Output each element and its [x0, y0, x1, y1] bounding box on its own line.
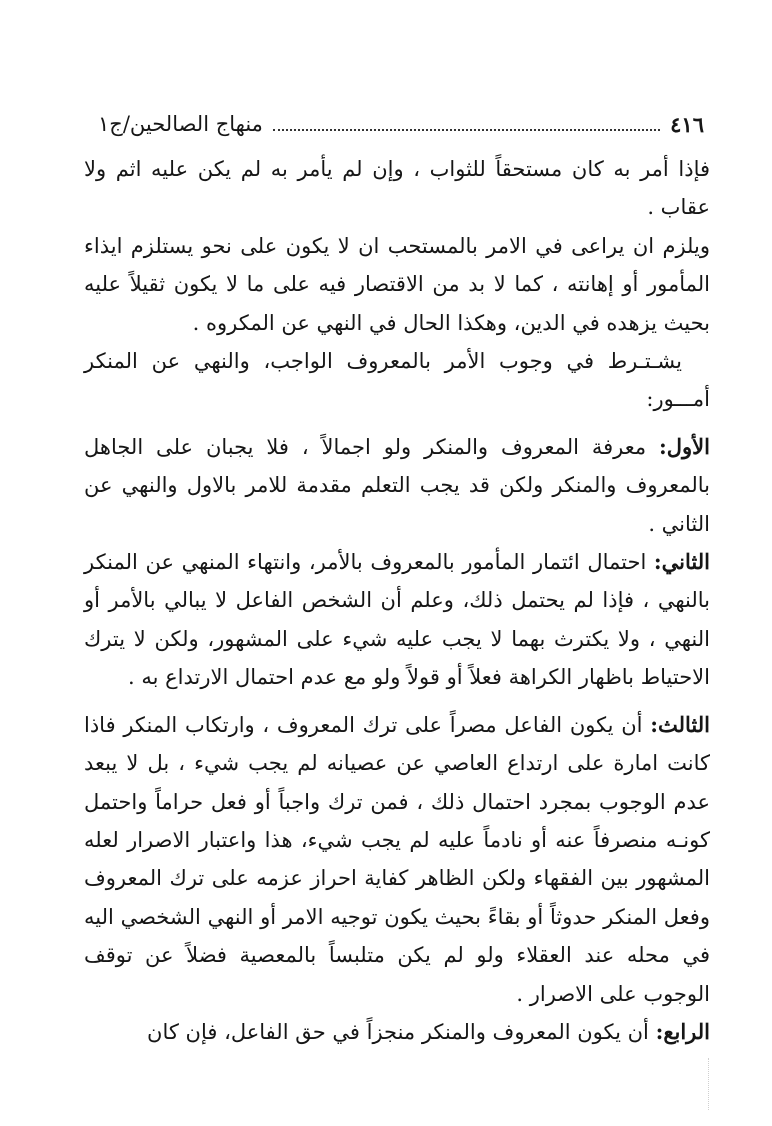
condition-third — [84, 706, 710, 1013]
running-title: منهاج الصالحين/ج١ — [98, 112, 263, 136]
condition-heading: الثالث: — [650, 711, 710, 737]
page-body — [84, 150, 710, 1051]
paragraph-text: ويلزم ان يراعى في الامر بالمستحب ان لا يكون على نحو يستلزم ايذاء المأمور أو إهانته ، كما لا بد من الاقتصار فيه على ما لا يكون ثقيلاً عليه بحيث يزهده في الدين، وهكذا الحال في النهي عن المكروه . — [84, 233, 710, 335]
condition-text: أن يكون الفاعل مصراً على ترك المعروف ، وارتكاب المنكر فاذا كانت امارة على ارتداع العاصي عن عصيانه لم يجب شيء ، بل لا يبعد عدم الوجوب بمجرد احتمال ذلك ، فمن ترك واجباً أو فعل حراماً واحتمل كونـه منصرفاً عنه أو نادماً عليه لم يجب شيء، هذا واعتبار الاصرار لعله المشهور بين الفقهاء ولكن الظاهر كفاية احراز عزمه على ترك المعروف وفعل المنكر حدوثاً أو بقاءً بحيث يكون توجيه الامر أو النهي الشخصي اليه في محله عند العقلاء ولو لم يكن متلبساً بالمعصية فضلاً عن توقف الوجوب على الاصرار . — [84, 712, 710, 1006]
condition-text: احتمال ائتمار المأمور بالمعروف بالأمر، وانتهاء المنهي عن المنكر بالنهي ، فإذا لم يحتمل ذلك، وعلم أن الشخص الفاعل لا يبالي بالأمر أو النهي ، ولا يكترث بهما لا يجب عليه شيء على المشهور، ولكن لا يترك الاحتياط باظهار الكراهة فعلاً أو قولاً ولو مع عدم احتمال الارتداع به . — [84, 550, 710, 690]
paragraph-text: يشـتـرط في وجوب الأمر بالمعروف الواجب، والنهي عن المنكر أمـــور: — [84, 349, 710, 412]
paragraph-3 — [84, 342, 710, 419]
condition-text: أن يكون المعروف والمنكر منجزاً في حق الفاعل، فإن كان — [147, 1019, 649, 1044]
header-dotted-leader — [273, 129, 660, 131]
page-number: ٤١٦ — [670, 111, 704, 137]
condition-first — [84, 428, 710, 543]
paragraph-2 — [84, 227, 710, 342]
condition-text: معرفة المعروف والمنكر ولو اجمالاً ، فلا يجبان على الجاهل بالمعروف والمنكر ولكن قد يجب التعلم مقدمة للامر بالاول والنهي عن الثاني . — [84, 434, 710, 536]
margin-pencil-mark — [708, 1058, 713, 1110]
condition-fourth — [84, 1013, 710, 1051]
condition-heading: الأول: — [659, 433, 710, 459]
condition-second — [84, 543, 710, 697]
condition-heading: الرابع: — [655, 1018, 710, 1044]
paragraph-text: فإذا أمر به كان مستحقاً للثواب ، وإن لم يأمر به لم يكن عليه اثم ولا عقاب . — [84, 157, 711, 220]
condition-heading: الثاني: — [653, 549, 710, 575]
paragraph-1 — [84, 150, 710, 227]
page-header — [98, 106, 704, 142]
